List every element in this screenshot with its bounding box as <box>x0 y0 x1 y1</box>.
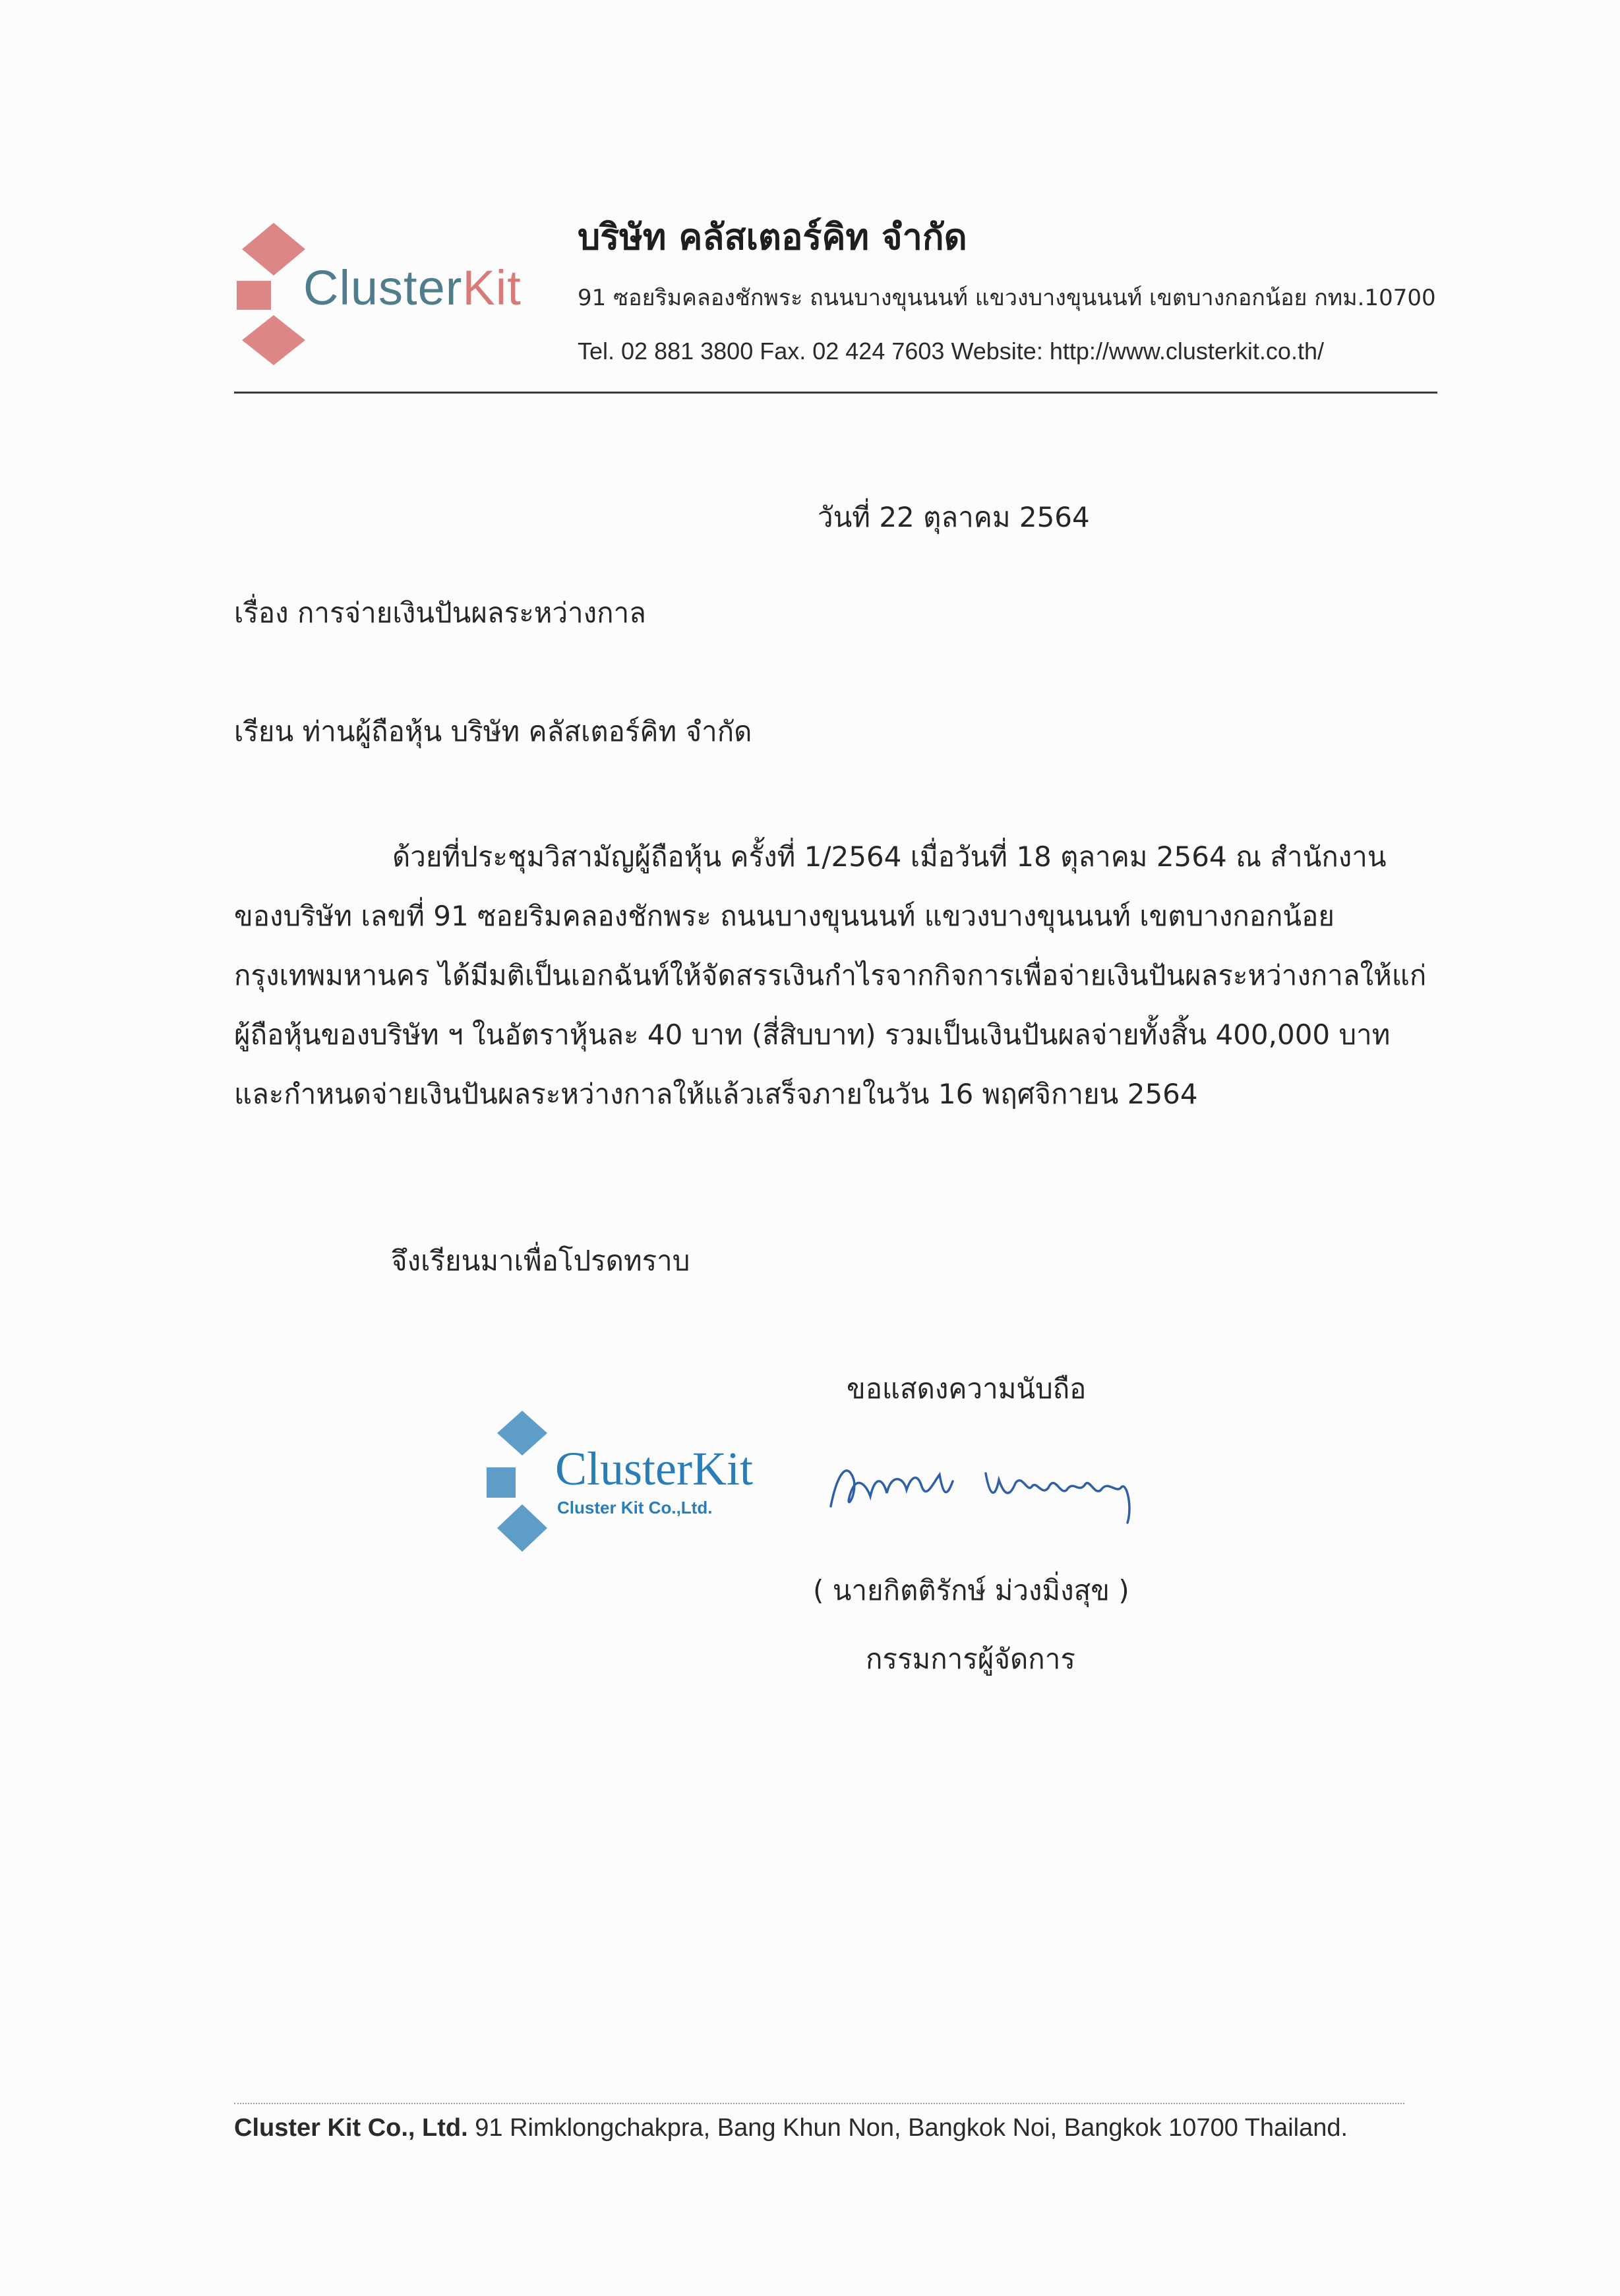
logo-wordmark <box>303 260 522 315</box>
letter-body-paragraph <box>234 827 1427 1124</box>
company-contact: Tel. 02 881 3800 Fax. 02 424 7603 Website: http://www.clusterkit.co.th/ <box>578 338 1324 365</box>
handwritten-signature <box>818 1434 1147 1539</box>
footer-address <box>234 2114 1348 2142</box>
cluster-kit-logo-icon <box>234 218 313 369</box>
stamp-wordmark: ClusterKit <box>555 1442 753 1495</box>
signer-name: ( นายกิตติรักษ์ ม่วงมิ่งสุข ) <box>813 1574 1129 1606</box>
letter-salutation: เรียน ท่านผู้ถือหุ้น บริษัท คลัสเตอร์คิท จำกัด <box>234 715 752 748</box>
header-divider <box>234 392 1437 394</box>
company-address: 91 ซอยริมคลองชักพระ ถนนบางขุนนนท์ แขวงบางขุนนนท์ เขตบางกอกน้อย กทม.10700 <box>578 285 1436 311</box>
company-name: บริษัท คลัสเตอร์คิท จำกัด <box>578 216 967 258</box>
paragraph-line: และกำหนดจ่ายเงินปันผลระหว่างกาลให้แล้วเสร็จภายในวัน 16 พฤศจิกายน 2564 <box>234 1078 1198 1110</box>
stamp-subtext: Cluster Kit Co.,Ltd. <box>557 1498 713 1517</box>
paragraph-line: ด้วยที่ประชุมวิสามัญผู้ถือหุ้น ครั้งที่ 1/2564 เมื่อวันที่ 18 ตุลาคม 2564 ณ สำนักงาน <box>392 840 1387 873</box>
signer-title: กรรมการผู้จัดการ <box>866 1643 1075 1675</box>
footer-divider <box>234 2103 1404 2104</box>
paragraph-line: ผู้ถือหุ้นของบริษัท ฯ ในอัตราหุ้นละ 40 บาท (สี่สิบบาท) รวมเป็นเงินปันผลจ่ายทั้งสิ้น 400,000 บาท <box>234 1018 1391 1051</box>
paragraph-line: กรุงเทพมหานคร ได้มีมติเป็นเอกฉันท์ให้จัดสรรเงินกำไรจากกิจการเพื่อจ่ายเงินปันผลระหว่างกาลให้แก่ <box>234 959 1427 991</box>
paragraph-line: ของบริษัท เลขที่ 91 ซอยริมคลองชักพระ ถนนบางขุนนนท์ แขวงบางขุนนนท์ เขตบางกอกน้อย <box>234 900 1335 932</box>
letter-regards: ขอแสดงความนับถือ <box>847 1372 1087 1405</box>
logo-wordmark-cluster: Cluster <box>303 260 463 315</box>
letter-date: วันที่ 22 ตุลาคม 2564 <box>818 501 1090 533</box>
footer-company-address: 91 Rimklongchakpra, Bang Khun Non, Bangkok Noi, Bangkok 10700 Thailand. <box>467 2114 1348 2142</box>
logo-wordmark-kit: Kit <box>462 260 522 315</box>
letter-closing: จึงเรียนมาเพื่อโปรดทราบ <box>391 1245 690 1277</box>
footer-company-name: Cluster Kit Co., Ltd. <box>234 2114 468 2142</box>
letter-subject: เรื่อง การจ่ายเงินปันผลระหว่างกาล <box>234 597 646 629</box>
